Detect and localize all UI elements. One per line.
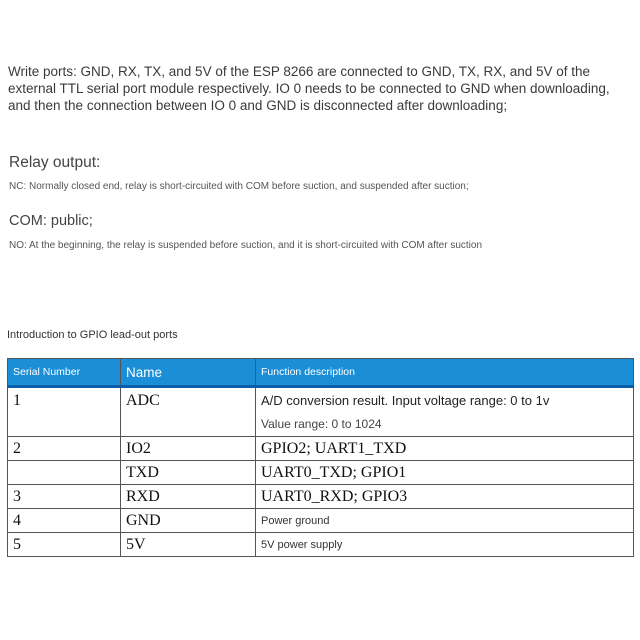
function-cell: A/D conversion result. Input voltage range: 0 to 1v <box>256 387 634 413</box>
header-name: Name <box>121 359 256 387</box>
table-row <box>8 461 634 485</box>
function-cell-value-range: Value range: 0 to 1024 <box>256 412 634 437</box>
header-serial-number: Serial Number <box>8 359 121 387</box>
intro-paragraph: Write ports: GND, RX, TX, and 5V of the ESP 8266 are connected to GND, TX, RX, and 5V of the external TTL serial port module respectively. IO 0 needs to be connected to GND when downloading, and then the connection between IO 0 and GND is disconnected after downloading; <box>8 64 610 113</box>
serial-cell <box>8 461 121 485</box>
name-cell: GND <box>121 509 256 533</box>
no-description: NO: At the beginning, the relay is suspended before suction, and it is short-circuited with COM after suction <box>9 240 483 251</box>
table-row <box>8 509 634 533</box>
header-function-description: Function description <box>256 359 634 387</box>
function-cell: UART0_TXD; GPIO1 <box>256 461 634 485</box>
table-header-row <box>8 359 634 387</box>
serial-cell: 5 <box>8 533 121 557</box>
name-cell: IO2 <box>121 437 256 461</box>
function-cell: UART0_RXD; GPIO3 <box>256 485 634 509</box>
name-cell: ADC <box>121 387 256 437</box>
nc-description: NC: Normally closed end, relay is short-circuited with COM before suction, and suspended after suction; <box>9 181 469 192</box>
table-row <box>8 387 634 413</box>
function-cell: GPIO2; UART1_TXD <box>256 437 634 461</box>
gpio-caption: Introduction to GPIO lead-out ports <box>7 329 178 341</box>
table-row <box>8 437 634 461</box>
table-row <box>8 485 634 509</box>
serial-cell: 4 <box>8 509 121 533</box>
serial-cell: 3 <box>8 485 121 509</box>
name-cell: RXD <box>121 485 256 509</box>
relay-output-heading: Relay output: <box>9 154 101 171</box>
table-row <box>8 533 634 557</box>
serial-cell: 1 <box>8 387 121 437</box>
function-cell: Power ground <box>256 509 634 533</box>
function-cell: 5V power supply <box>256 533 634 557</box>
serial-cell: 2 <box>8 437 121 461</box>
com-heading: COM: public; <box>9 213 93 229</box>
name-cell: 5V <box>121 533 256 557</box>
gpio-table <box>7 358 634 557</box>
name-cell: TXD <box>121 461 256 485</box>
